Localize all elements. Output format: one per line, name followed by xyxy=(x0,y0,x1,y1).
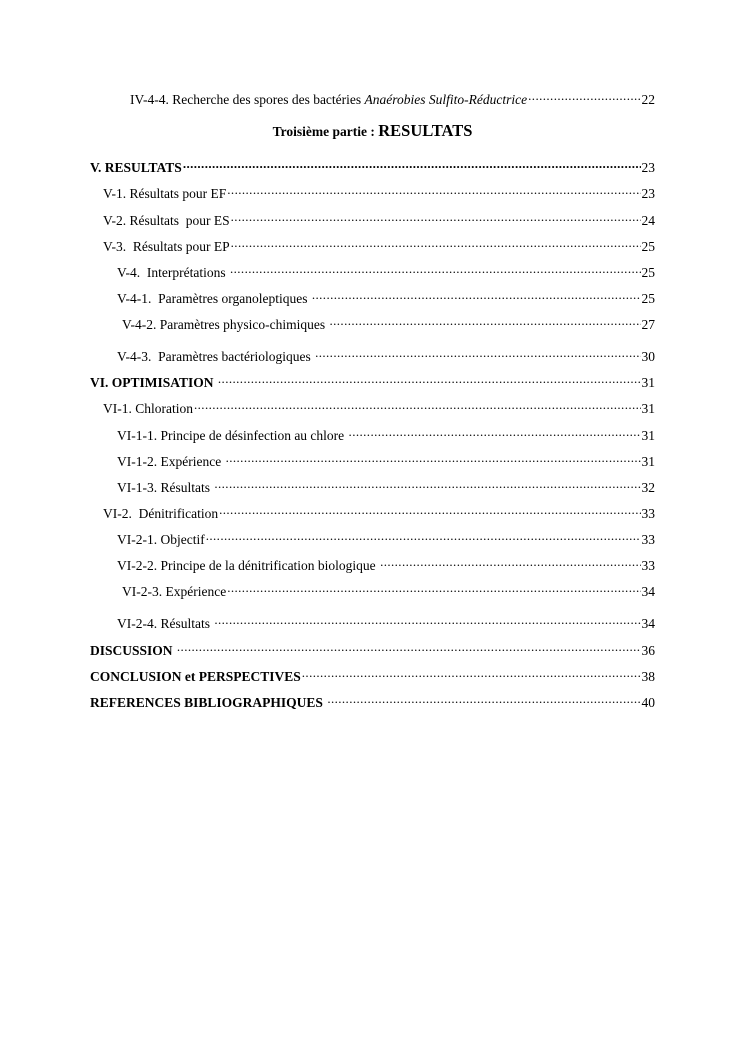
toc-entry-label: VI-1-3. Résultats xyxy=(117,480,214,495)
toc-page-number: 32 xyxy=(641,480,655,495)
toc-page-number: 34 xyxy=(641,616,655,631)
toc-entry-v-4-2 xyxy=(122,313,655,332)
toc-entry-vi-2 xyxy=(103,502,655,521)
toc-entry-label: CONCLUSION et PERSPECTIVES xyxy=(90,669,301,684)
toc-page-number: 33 xyxy=(641,532,655,547)
toc-entry-label-italic: Anaérobies Sulfito-Réductrice xyxy=(364,92,528,107)
dot-leader xyxy=(177,639,641,655)
dot-leader xyxy=(226,450,641,466)
toc-entry-label xyxy=(130,92,527,108)
dot-leader xyxy=(528,88,640,104)
toc-entry-vi-1-2 xyxy=(117,450,655,469)
dot-leader xyxy=(302,665,641,681)
toc-page-number: 31 xyxy=(641,454,655,469)
toc-entry-v xyxy=(90,156,655,175)
toc-page-number: 36 xyxy=(641,643,655,658)
toc-entry-vi-1-1 xyxy=(117,424,655,443)
dot-leader xyxy=(327,691,640,707)
toc-entry-label: VI. OPTIMISATION xyxy=(90,375,217,390)
toc-entry-vi-1-3 xyxy=(117,476,655,495)
toc-page-number: 40 xyxy=(641,695,655,710)
dot-leader xyxy=(206,528,641,544)
toc-page-number: 33 xyxy=(641,558,655,573)
toc-entry-vi-2-2 xyxy=(117,554,655,573)
toc-entry-iv-4-4 xyxy=(130,88,655,107)
toc-entry-label: V-4-3. Paramètres bactériologiques xyxy=(117,349,315,364)
toc-entry-v-1 xyxy=(103,182,655,201)
toc-entry-vi-2-1 xyxy=(117,528,655,547)
part-heading-title: RESULTATS xyxy=(378,121,473,140)
toc-entry-label: VI-2. Dénitrification xyxy=(103,506,219,521)
dot-leader xyxy=(230,261,641,277)
toc-entry-label: V. RESULTATS xyxy=(90,160,182,175)
part-heading-prefix: Troisième partie : xyxy=(272,124,379,139)
toc-entry-label: VI-2-2. Principe de la dénitrification biologique xyxy=(117,558,380,573)
dot-leader xyxy=(227,182,640,198)
toc-entry-label: VI-2-4. Résultats xyxy=(117,616,214,631)
toc-entry-label: VI-1-2. Expérience xyxy=(117,454,225,469)
toc-entry-label: VI-1. Chloration xyxy=(103,401,193,416)
toc-page-number: 31 xyxy=(641,401,655,416)
dot-leader xyxy=(214,612,640,628)
toc-entry-conclusion xyxy=(90,665,655,684)
dot-leader xyxy=(349,424,641,440)
toc-entry-v-3 xyxy=(103,235,655,254)
toc-entry-discussion xyxy=(90,639,655,658)
toc-page-number: 24 xyxy=(641,213,655,228)
toc-entry-label: VI-2-1. Objectif xyxy=(117,532,205,547)
toc-page-number: 34 xyxy=(641,584,655,599)
toc-entry-label: V-4-1. Paramètres organoleptiques xyxy=(117,291,311,306)
toc-entry-label: REFERENCES BIBLIOGRAPHIQUES xyxy=(90,695,327,710)
toc-entry-label: DISCUSSION xyxy=(90,643,176,658)
part-heading xyxy=(0,121,745,141)
toc-page-number: 23 xyxy=(641,186,655,201)
toc-page-number: 25 xyxy=(641,291,655,306)
toc-entry-vi-1 xyxy=(103,397,655,416)
dot-leader xyxy=(214,476,640,492)
toc-entry-v-4 xyxy=(117,261,655,280)
toc-page-number: 25 xyxy=(641,265,655,280)
toc-page-number: 25 xyxy=(641,239,655,254)
toc-entry-v-4-3 xyxy=(117,345,655,364)
toc-entry-references xyxy=(90,691,655,710)
toc-entry-label: V-3. Résultats pour EP xyxy=(103,239,230,254)
toc-entry-label-prefix: IV-4-4. Recherche des spores des bactéries xyxy=(130,92,365,107)
toc-entry-label: VI-1-1. Principe de désinfection au chlore xyxy=(117,428,348,443)
toc-entry-label: V-4-2. Paramètres physico-chimiques xyxy=(122,317,329,332)
dot-leader xyxy=(329,313,640,329)
dot-leader xyxy=(231,235,641,251)
dot-leader xyxy=(380,554,640,570)
toc-entry-vi-2-3 xyxy=(122,580,655,599)
toc-page-number: 31 xyxy=(641,375,655,390)
dot-leader xyxy=(227,580,640,596)
toc-entry-label: V-4. Interprétations xyxy=(117,265,229,280)
toc-entry-label: V-2. Résultats pour ES xyxy=(103,213,230,228)
toc-page-number: 27 xyxy=(641,317,655,332)
dot-leader xyxy=(194,397,641,413)
dot-leader xyxy=(183,156,641,172)
toc-entry-vi xyxy=(90,371,655,390)
toc-page-number: 38 xyxy=(641,669,655,684)
toc-page-number: 33 xyxy=(641,506,655,521)
toc-entry-vi-2-4 xyxy=(117,612,655,631)
dot-leader xyxy=(315,345,640,361)
toc-entry-v-4-1 xyxy=(117,287,655,306)
toc-page-number: 22 xyxy=(641,92,655,107)
dot-leader xyxy=(218,371,641,387)
dot-leader xyxy=(219,502,640,518)
dot-leader xyxy=(231,209,641,225)
toc-entry-label: V-1. Résultats pour EF xyxy=(103,186,227,201)
toc-entry-label: VI-2-3. Expérience xyxy=(122,584,227,599)
toc-page-number: 23 xyxy=(641,160,655,175)
toc-page-number: 31 xyxy=(641,428,655,443)
toc-entry-v-2 xyxy=(103,209,655,228)
toc-page-number: 30 xyxy=(641,349,655,364)
dot-leader xyxy=(312,287,641,303)
